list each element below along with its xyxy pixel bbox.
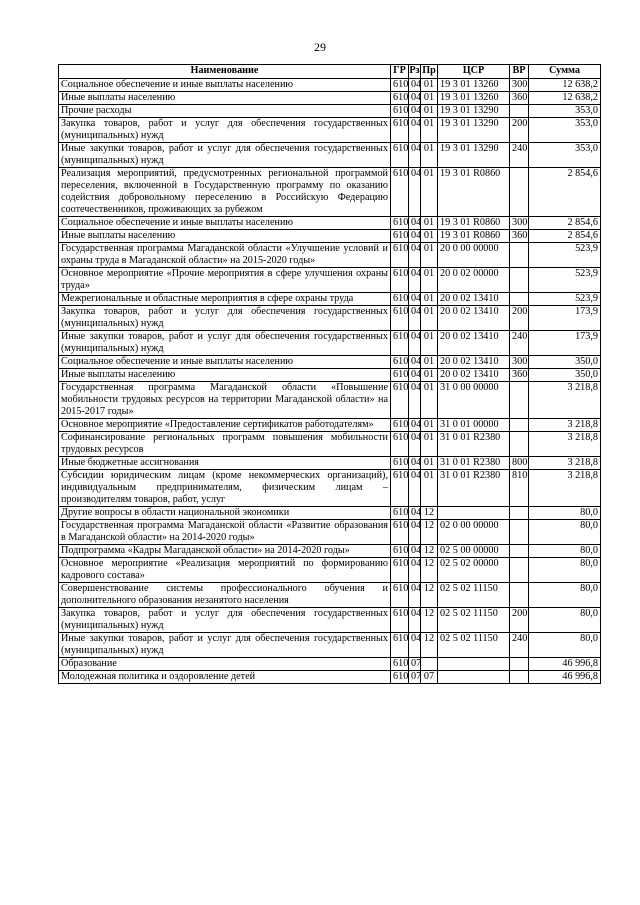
cell-pr: 01 (421, 432, 438, 457)
cell-rz: 04 (409, 293, 421, 306)
cell-vr (510, 507, 529, 520)
table-header-row (59, 65, 601, 79)
table-row (59, 470, 601, 507)
cell-csr (438, 658, 510, 671)
cell-rz: 04 (409, 105, 421, 118)
cell-name: Подпрограмма «Кадры Магаданской области» на 2014-2020 годы» (59, 545, 391, 558)
cell-pr: 01 (421, 230, 438, 243)
cell-name: Иные закупки товаров, работ и услуг для обеспечения государственных (муниципальных) нужд (59, 331, 391, 356)
cell-sum: 80,0 (529, 545, 601, 558)
cell-pr: 12 (421, 608, 438, 633)
cell-rz: 04 (409, 118, 421, 143)
cell-rz: 04 (409, 217, 421, 230)
cell-sum: 350,0 (529, 356, 601, 369)
cell-vr (510, 293, 529, 306)
cell-gr: 610 (391, 118, 409, 143)
cell-csr: 20 0 02 13410 (438, 306, 510, 331)
cell-sum: 3 218,8 (529, 432, 601, 457)
cell-sum: 2 854,6 (529, 217, 601, 230)
cell-pr: 12 (421, 633, 438, 658)
cell-csr: 20 0 02 13410 (438, 356, 510, 369)
cell-rz: 04 (409, 520, 421, 545)
cell-gr: 610 (391, 79, 409, 92)
table-row (59, 217, 601, 230)
cell-csr: 19 3 01 13290 (438, 118, 510, 143)
header-sum: Сумма (529, 65, 601, 79)
table-row (59, 79, 601, 92)
cell-gr: 610 (391, 230, 409, 243)
table-row (59, 583, 601, 608)
cell-name: Реализация мероприятий, предусмотренных региональной программой переселения, включенной в Государственную программу по оказанию содействия добровольному переселению в Российскую Федерацию соотечественников, проживающих за рубежом (59, 168, 391, 217)
cell-sum: 353,0 (529, 118, 601, 143)
table-row (59, 432, 601, 457)
cell-gr: 610 (391, 143, 409, 168)
cell-rz: 04 (409, 457, 421, 470)
cell-rz: 04 (409, 382, 421, 419)
header-rz: Рз (409, 65, 421, 79)
cell-gr: 610 (391, 671, 409, 684)
cell-csr: 19 3 01 R0860 (438, 217, 510, 230)
header-vr: ВР (510, 65, 529, 79)
cell-gr: 610 (391, 545, 409, 558)
cell-vr (510, 168, 529, 217)
cell-vr: 240 (510, 633, 529, 658)
cell-csr: 02 5 02 11150 (438, 633, 510, 658)
cell-sum: 46 996,8 (529, 658, 601, 671)
cell-sum: 80,0 (529, 583, 601, 608)
table-row (59, 306, 601, 331)
cell-pr: 01 (421, 92, 438, 105)
cell-pr: 01 (421, 168, 438, 217)
page-number: 29 (314, 40, 326, 54)
cell-gr: 610 (391, 658, 409, 671)
header-name: Наименование (59, 65, 391, 79)
table-row (59, 92, 601, 105)
cell-pr: 12 (421, 520, 438, 545)
cell-name: Социальное обеспечение и иные выплаты населению (59, 217, 391, 230)
table-row (59, 369, 601, 382)
cell-rz: 04 (409, 507, 421, 520)
cell-pr: 12 (421, 507, 438, 520)
cell-gr: 610 (391, 608, 409, 633)
cell-name: Иные закупки товаров, работ и услуг для обеспечения государственных (муниципальных) нужд (59, 633, 391, 658)
cell-sum: 353,0 (529, 105, 601, 118)
cell-csr (438, 671, 510, 684)
table-row (59, 545, 601, 558)
cell-vr: 240 (510, 331, 529, 356)
cell-name: Иные выплаты населению (59, 92, 391, 105)
cell-gr: 610 (391, 356, 409, 369)
cell-rz: 04 (409, 230, 421, 243)
cell-csr: 31 0 00 00000 (438, 382, 510, 419)
cell-csr: 19 3 01 13260 (438, 92, 510, 105)
cell-gr: 610 (391, 507, 409, 520)
cell-rz: 04 (409, 92, 421, 105)
cell-csr: 02 5 02 00000 (438, 558, 510, 583)
header-pr: Пр (421, 65, 438, 79)
cell-pr: 01 (421, 217, 438, 230)
cell-sum: 3 218,8 (529, 470, 601, 507)
cell-pr: 12 (421, 558, 438, 583)
cell-gr: 610 (391, 633, 409, 658)
cell-name: Основное мероприятие «Прочие мероприятия в сфере улучшения охраны труда» (59, 268, 391, 293)
cell-pr: 01 (421, 331, 438, 356)
cell-name: Совершенствование системы профессионального обучения и дополнительного образования незанятого населения (59, 583, 391, 608)
cell-name: Закупка товаров, работ и услуг для обеспечения государственных (муниципальных) нужд (59, 608, 391, 633)
cell-pr: 12 (421, 545, 438, 558)
cell-sum: 2 854,6 (529, 230, 601, 243)
cell-pr: 01 (421, 356, 438, 369)
cell-rz: 04 (409, 243, 421, 268)
cell-gr: 610 (391, 457, 409, 470)
cell-gr: 610 (391, 583, 409, 608)
cell-vr (510, 520, 529, 545)
cell-vr (510, 545, 529, 558)
cell-csr: 20 0 00 00000 (438, 243, 510, 268)
cell-gr: 610 (391, 293, 409, 306)
cell-rz: 04 (409, 331, 421, 356)
cell-vr: 360 (510, 230, 529, 243)
cell-vr (510, 658, 529, 671)
cell-pr: 01 (421, 243, 438, 268)
budget-table (58, 64, 601, 684)
cell-name: Закупка товаров, работ и услуг для обеспечения государственных (муниципальных) нужд (59, 118, 391, 143)
table-body (59, 79, 601, 684)
cell-sum: 80,0 (529, 520, 601, 545)
cell-pr: 07 (421, 671, 438, 684)
table-row (59, 419, 601, 432)
table-row (59, 457, 601, 470)
cell-rz: 04 (409, 545, 421, 558)
cell-vr: 200 (510, 118, 529, 143)
cell-name: Иные закупки товаров, работ и услуг для обеспечения государственных (муниципальных) нужд (59, 143, 391, 168)
cell-csr: 20 0 02 13410 (438, 369, 510, 382)
cell-csr: 02 5 02 11150 (438, 583, 510, 608)
header-csr: ЦСР (438, 65, 510, 79)
cell-gr: 610 (391, 470, 409, 507)
cell-sum: 12 638,2 (529, 79, 601, 92)
cell-sum: 523,9 (529, 268, 601, 293)
cell-gr: 610 (391, 168, 409, 217)
cell-rz: 04 (409, 356, 421, 369)
cell-rz: 04 (409, 143, 421, 168)
cell-name: Межрегиональные и областные мероприятия в сфере охраны труда (59, 293, 391, 306)
cell-name: Социальное обеспечение и иные выплаты населению (59, 356, 391, 369)
cell-csr: 02 5 00 00000 (438, 545, 510, 558)
cell-gr: 610 (391, 369, 409, 382)
cell-vr: 810 (510, 470, 529, 507)
cell-sum: 3 218,8 (529, 382, 601, 419)
cell-rz: 07 (409, 671, 421, 684)
cell-vr (510, 583, 529, 608)
cell-vr: 300 (510, 217, 529, 230)
cell-sum: 2 854,6 (529, 168, 601, 217)
table-row (59, 331, 601, 356)
cell-rz: 04 (409, 79, 421, 92)
cell-name: Прочие расходы (59, 105, 391, 118)
cell-csr: 31 0 01 R2380 (438, 470, 510, 507)
cell-name: Субсидии юридическим лицам (кроме некоммерческих организаций), индивидуальным предпринимателям, физическим лицам – производителям товаров, работ, услуг (59, 470, 391, 507)
table-row (59, 356, 601, 369)
cell-rz: 04 (409, 470, 421, 507)
cell-pr: 01 (421, 105, 438, 118)
cell-sum: 523,9 (529, 293, 601, 306)
cell-rz: 04 (409, 369, 421, 382)
cell-gr: 610 (391, 382, 409, 419)
cell-csr: 02 5 02 11150 (438, 608, 510, 633)
cell-csr: 19 3 01 R0860 (438, 168, 510, 217)
cell-gr: 610 (391, 558, 409, 583)
cell-gr: 610 (391, 520, 409, 545)
cell-csr: 19 3 01 R0860 (438, 230, 510, 243)
cell-vr: 300 (510, 356, 529, 369)
cell-sum: 80,0 (529, 608, 601, 633)
cell-gr: 610 (391, 306, 409, 331)
cell-sum: 80,0 (529, 558, 601, 583)
table-row (59, 143, 601, 168)
cell-pr: 01 (421, 369, 438, 382)
table-row (59, 105, 601, 118)
cell-csr: 19 3 01 13290 (438, 105, 510, 118)
cell-pr: 01 (421, 457, 438, 470)
cell-name: Иные выплаты населению (59, 230, 391, 243)
table-row (59, 608, 601, 633)
table-row (59, 243, 601, 268)
cell-pr: 01 (421, 306, 438, 331)
cell-gr: 610 (391, 105, 409, 118)
cell-name: Образование (59, 658, 391, 671)
cell-vr (510, 671, 529, 684)
cell-name: Основное мероприятие «Реализация мероприятий по формированию кадрового состава» (59, 558, 391, 583)
cell-name: Закупка товаров, работ и услуг для обеспечения государственных (муниципальных) нужд (59, 306, 391, 331)
cell-name: Иные бюджетные ассигнования (59, 457, 391, 470)
cell-name: Основное мероприятие «Предоставление сертификатов работодателям» (59, 419, 391, 432)
cell-name: Государственная программа Магаданской области «Развитие образования в Магаданской области» на 2014-2020 годы» (59, 520, 391, 545)
cell-rz: 04 (409, 268, 421, 293)
cell-pr: 01 (421, 143, 438, 168)
cell-name: Молодежная политика и оздоровление детей (59, 671, 391, 684)
cell-sum: 12 638,2 (529, 92, 601, 105)
table-row (59, 520, 601, 545)
cell-sum: 353,0 (529, 143, 601, 168)
cell-name: Социальное обеспечение и иные выплаты населению (59, 79, 391, 92)
table-row (59, 293, 601, 306)
cell-rz: 04 (409, 432, 421, 457)
cell-pr: 01 (421, 293, 438, 306)
cell-name: Иные выплаты населению (59, 369, 391, 382)
cell-gr: 610 (391, 92, 409, 105)
cell-csr: 31 0 01 R2380 (438, 432, 510, 457)
cell-sum: 173,9 (529, 306, 601, 331)
cell-csr: 02 0 00 00000 (438, 520, 510, 545)
table-row (59, 118, 601, 143)
cell-csr: 20 0 02 13410 (438, 331, 510, 356)
cell-pr: 01 (421, 118, 438, 143)
cell-csr: 20 0 02 00000 (438, 268, 510, 293)
cell-rz: 07 (409, 658, 421, 671)
header-gr: ГР (391, 65, 409, 79)
cell-rz: 04 (409, 419, 421, 432)
cell-rz: 04 (409, 608, 421, 633)
cell-pr: 01 (421, 470, 438, 507)
table-row (59, 507, 601, 520)
cell-sum: 3 218,8 (529, 419, 601, 432)
cell-gr: 610 (391, 268, 409, 293)
table-row (59, 633, 601, 658)
cell-sum: 173,9 (529, 331, 601, 356)
cell-sum: 350,0 (529, 369, 601, 382)
cell-vr (510, 419, 529, 432)
cell-vr (510, 432, 529, 457)
cell-rz: 04 (409, 558, 421, 583)
cell-pr: 12 (421, 583, 438, 608)
cell-vr (510, 243, 529, 268)
cell-rz: 04 (409, 583, 421, 608)
cell-vr (510, 558, 529, 583)
cell-sum: 46 996,8 (529, 671, 601, 684)
cell-gr: 610 (391, 243, 409, 268)
table-row (59, 230, 601, 243)
cell-vr: 800 (510, 457, 529, 470)
cell-vr (510, 382, 529, 419)
cell-pr: 01 (421, 79, 438, 92)
cell-sum: 80,0 (529, 633, 601, 658)
cell-pr: 01 (421, 419, 438, 432)
cell-vr (510, 268, 529, 293)
table-row (59, 382, 601, 419)
cell-csr: 31 0 01 R2380 (438, 457, 510, 470)
cell-sum: 80,0 (529, 507, 601, 520)
cell-vr: 300 (510, 79, 529, 92)
cell-csr: 19 3 01 13290 (438, 143, 510, 168)
cell-csr: 31 0 01 00000 (438, 419, 510, 432)
cell-rz: 04 (409, 306, 421, 331)
table-row (59, 558, 601, 583)
table-row (59, 168, 601, 217)
cell-sum: 3 218,8 (529, 457, 601, 470)
cell-vr: 240 (510, 143, 529, 168)
cell-name: Государственная программа Магаданской области «Улучшение условий и охраны труда в Магаданской области» на 2015-2020 годы» (59, 243, 391, 268)
cell-gr: 610 (391, 432, 409, 457)
cell-name: Софинансирование региональных программ повышения мобильности трудовых ресурсов (59, 432, 391, 457)
cell-gr: 610 (391, 331, 409, 356)
cell-vr: 200 (510, 306, 529, 331)
table-row (59, 658, 601, 671)
table-row (59, 671, 601, 684)
cell-pr (421, 658, 438, 671)
cell-csr (438, 507, 510, 520)
table-row (59, 268, 601, 293)
cell-pr: 01 (421, 382, 438, 419)
cell-rz: 04 (409, 633, 421, 658)
cell-vr: 360 (510, 92, 529, 105)
cell-csr: 19 3 01 13260 (438, 79, 510, 92)
cell-csr: 20 0 02 13410 (438, 293, 510, 306)
cell-gr: 610 (391, 419, 409, 432)
cell-pr: 01 (421, 268, 438, 293)
cell-name: Другие вопросы в области национальной экономики (59, 507, 391, 520)
cell-rz: 04 (409, 168, 421, 217)
cell-sum: 523,9 (529, 243, 601, 268)
cell-vr: 360 (510, 369, 529, 382)
cell-vr (510, 105, 529, 118)
cell-name: Государственная программа Магаданской области «Повышение мобильности трудовых ресурсов на территории Магаданской области» на 2015-2017 годы» (59, 382, 391, 419)
cell-gr: 610 (391, 217, 409, 230)
cell-vr: 200 (510, 608, 529, 633)
